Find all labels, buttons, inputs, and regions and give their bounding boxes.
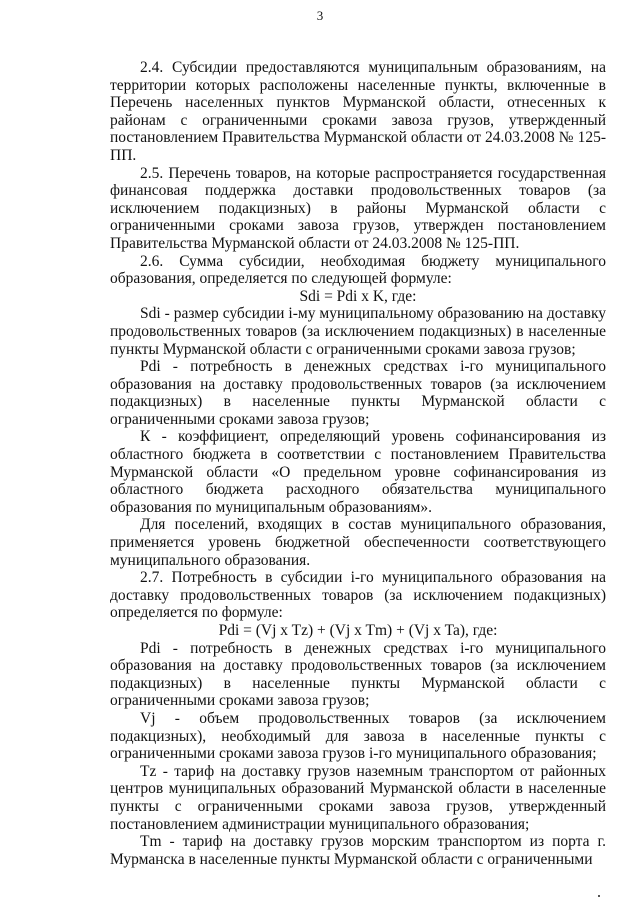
definition-sdi: Sdi - размер субсидии i-му муниципальному образованию на доставку продовольственных товаров (за исключением подакцизных) в населенные пункты Мурманской области с ограниченными сроками завоза грузов; <box>110 305 606 358</box>
paragraph-2-4: 2.4. Субсидии предоставляются муниципальным образованиям, на территории которых расположены населенные пункты, включенные в Перечень населенных пунктов Мурманской области, отнесенных к районам с ограниченными сроками завоза грузов, утвержденный постановлением Правительства Мурманской области от 24.03.2008 № 125-ПП. <box>110 59 606 164</box>
paragraph-2-6: 2.6. Сумма субсидии, необходимая бюджету муниципального образования, определяется по следующей формуле: <box>110 252 606 288</box>
definition-k: К - коэффициент, определяющий уровень софинансирования из областного бюджета в соответствии с постановлением Правительства Мурманской области «О предельном уровне софинансирования из областного бюджета расходного обязательства муниципального образования по муниципальным образованиям». <box>110 428 606 516</box>
paragraph-2-7: 2.7. Потребность в субсидии i-го муниципального образования на доставку продовольственных товаров (за исключением подакцизных) определяется по формуле: <box>110 569 606 622</box>
paragraph-2-5: 2.5. Перечень товаров, на которые распространяется государственная финансовая поддержка доставки продовольственных товаров (за исключением подакцизных) в районы Мурманской области с ограниченными сроками завоза грузов, утвержден постановлением Правительства Мурманской области от 24.03.2008 № 125-ПП. <box>110 164 606 252</box>
definition-vj: Vj - объем продовольственных товаров (за исключением подакцизных), необходимый для завоза в населенные пункты с ограниченными сроками завоза грузов i-го муниципального образования; <box>110 709 606 763</box>
formula-sdi: Sdi = Pdi x K, где: <box>299 287 417 305</box>
paragraph-settlements: Для поселений, входящих в состав муниципального образования, применяется уровень бюджетной обеспеченности соответствующего муниципального образования. <box>110 516 606 569</box>
scan-speck <box>598 895 600 897</box>
formula-pdi: Pdi = (Vj x Tz) + (Vj x Tm) + (Vj x Ta), где: <box>218 622 498 639</box>
definition-tz: Tz - тариф на доставку грузов наземным транспортом от районных центров муниципальных образований Мурманской области в населенные пункты с ограниченными сроками завоза грузов, утвержденный постановлением администрации муниципального образования; <box>110 762 606 833</box>
document-body <box>110 59 606 868</box>
definition-pdi: Pdi - потребность в денежных средствах i-го муниципального образования на доставку продовольственных товаров (за исключением подакцизных) в населенные пункты Мурманской области с ограниченными сроками завоза грузов; <box>110 358 606 428</box>
page-number: 3 <box>316 8 324 23</box>
definition-tm: Tm - тариф на доставку грузов морским транспортом из порта г. Мурманска в населенные пункты Мурманской области с ограниченными <box>110 833 606 868</box>
definition-pdi-2: Pdi - потребность в денежных средствах i-го муниципального образования на доставку продовольственных товаров (за исключением подакцизных) в населенные пункты Мурманской области с ограниченными сроками завоза грузов; <box>110 639 606 710</box>
